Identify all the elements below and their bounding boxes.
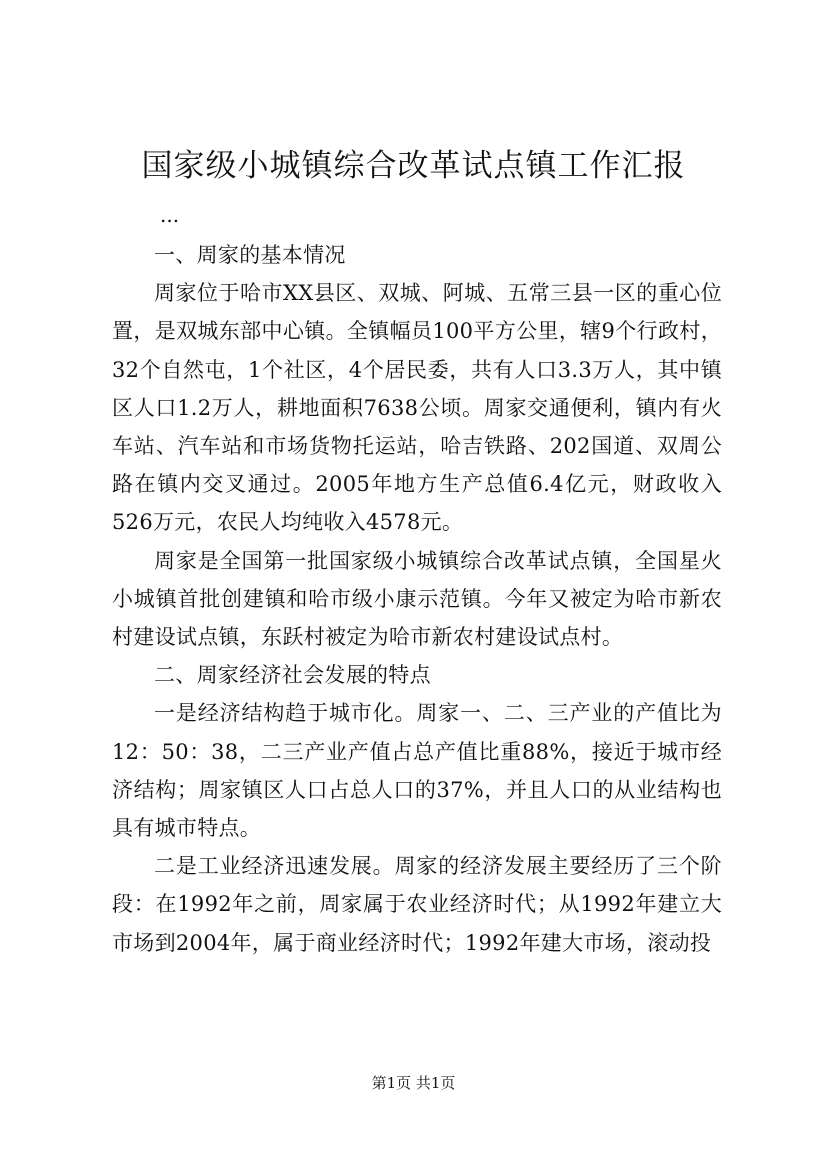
ellipsis-marker: ... bbox=[160, 203, 180, 227]
section-heading-2: 二、周家经济社会发展的特点 bbox=[154, 663, 431, 688]
page-footer: 第1页 共1页 bbox=[371, 1074, 456, 1092]
paragraph-economic-structure: 一是经济结构趋于城市化。周家一、二、三产业的产值比为12：50：38，二三产业产值占总产值比重88%，接近于城市经济结构；周家镇区人口占总人口的37%，并且人口的从业结构也具有城市特点。 bbox=[112, 701, 722, 841]
section-heading-1: 一、周家的基本情况 bbox=[154, 243, 346, 267]
document-body bbox=[112, 236, 722, 962]
paragraph-industrial-growth: 二是工业经济迅速发展。周家的经济发展主要经历了三个阶段：在1992年之前，周家属于农业经济时代；从1992年建立大市场到2004年，属于商业经济时代；1992年建大市场，滚动投 bbox=[112, 854, 722, 955]
document-title: 国家级小城镇综合改革试点镇工作汇报 bbox=[141, 148, 686, 184]
paragraph-pilot-status: 周家是全国第一批国家级小城镇综合改革试点镇，全国星火小城镇首批创建镇和哈市级小康示范镇。今年又被定为哈市新农村建设试点镇，东跃村被定为哈市新农村建设试点村。 bbox=[112, 548, 722, 650]
paragraph-basic-info: 周家位于哈市XX县区、双城、阿城、五常三县一区的重心位置，是双城东部中心镇。全镇幅员100平方公里，辖9个行政村，32个自然屯，1个社区，4个居民委，共有人口3.3万人，其中镇区人口1.2万人，耕地面积7638公顷。周家交通便利，镇内有火车站、汽车站和市场货物托运站，哈吉铁路、202国道、双周公路在镇内交叉通过。2005年地方生产总值6.4亿元，财政收入526万元，农民人均纯收入4578元。 bbox=[112, 281, 722, 535]
